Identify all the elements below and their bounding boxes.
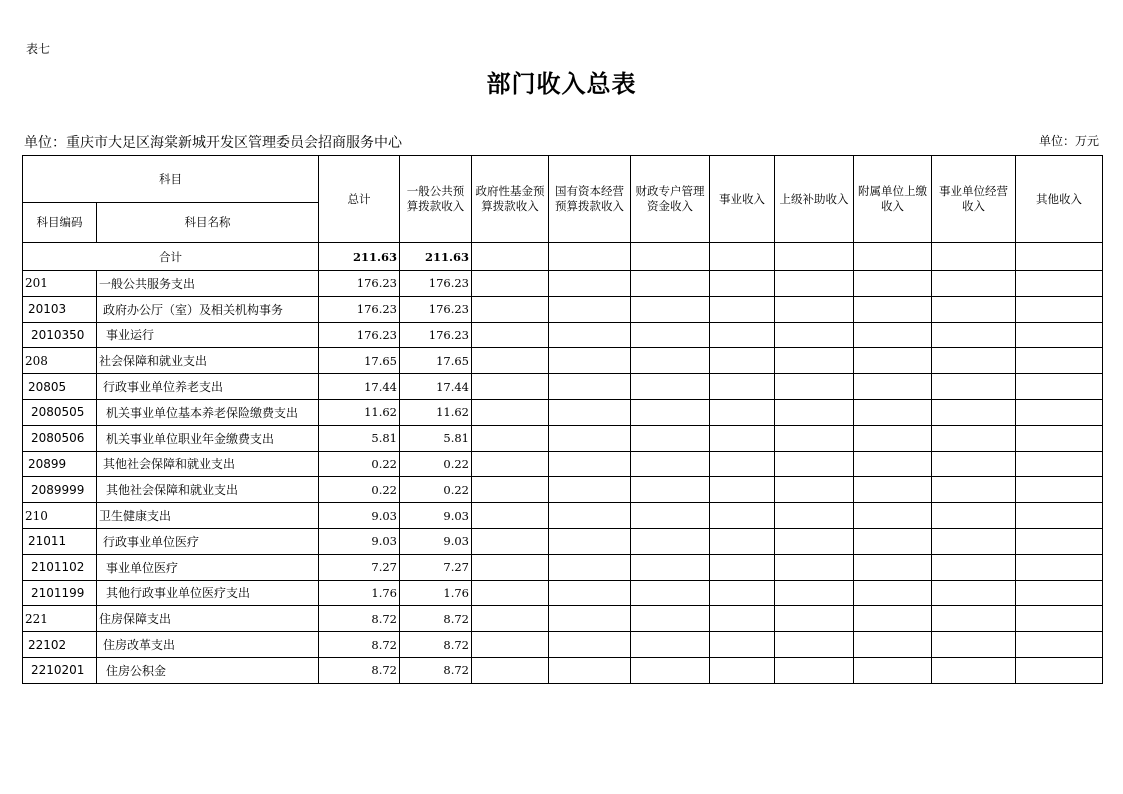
empty-cell bbox=[1016, 580, 1103, 606]
empty-cell bbox=[932, 425, 1016, 451]
empty-cell bbox=[775, 399, 854, 425]
subject-code-cell: 21011 bbox=[23, 528, 97, 554]
total-cell: 176.23 bbox=[319, 322, 400, 348]
empty-cell bbox=[472, 243, 549, 271]
header-subject-name: 科目名称 bbox=[97, 203, 319, 243]
subject-name-cell: 行政事业单位医疗 bbox=[97, 528, 319, 554]
empty-cell bbox=[710, 503, 775, 529]
document-title: 部门收入总表 bbox=[486, 69, 637, 98]
empty-cell bbox=[932, 580, 1016, 606]
table-row bbox=[23, 632, 1103, 658]
total-cell: 17.44 bbox=[319, 374, 400, 400]
empty-cell bbox=[854, 606, 932, 632]
empty-cell bbox=[932, 399, 1016, 425]
empty-cell bbox=[775, 554, 854, 580]
empty-cell bbox=[1016, 606, 1103, 632]
subject-code-cell: 20805 bbox=[23, 374, 97, 400]
subject-name-cell: 其他社会保障和就业支出 bbox=[97, 451, 319, 477]
empty-cell bbox=[1016, 374, 1103, 400]
subject-code-cell: 2080505 bbox=[23, 399, 97, 425]
reporting-unit: 单位：重庆市大足区海棠新城开发区管理委员会招商服务中心 bbox=[24, 135, 402, 151]
total-cell: 5.81 bbox=[319, 425, 400, 451]
empty-cell bbox=[710, 451, 775, 477]
empty-cell bbox=[631, 528, 710, 554]
table-row bbox=[23, 348, 1103, 374]
subject-name-cell: 政府办公厅（室）及相关机构事务 bbox=[97, 296, 319, 322]
empty-cell bbox=[775, 243, 854, 271]
empty-cell bbox=[472, 580, 549, 606]
empty-cell bbox=[549, 477, 631, 503]
empty-cell bbox=[932, 657, 1016, 683]
total-general-budget: 211.63 bbox=[400, 243, 472, 271]
subject-name-cell: 卫生健康支出 bbox=[97, 503, 319, 529]
empty-cell bbox=[1016, 271, 1103, 297]
table-row bbox=[23, 374, 1103, 400]
empty-cell bbox=[631, 322, 710, 348]
empty-cell bbox=[710, 271, 775, 297]
header-upper-subsidy: 上级补助收入 bbox=[775, 156, 854, 243]
general-budget-cell: 11.62 bbox=[400, 399, 472, 425]
empty-cell bbox=[932, 322, 1016, 348]
empty-cell bbox=[710, 425, 775, 451]
empty-cell bbox=[710, 322, 775, 348]
subject-code-cell: 2010350 bbox=[23, 322, 97, 348]
empty-cell bbox=[549, 606, 631, 632]
subject-name-cell: 行政事业单位养老支出 bbox=[97, 374, 319, 400]
table-number: 表七 bbox=[26, 42, 51, 56]
subject-code-cell: 208 bbox=[23, 348, 97, 374]
empty-cell bbox=[472, 632, 549, 658]
empty-cell bbox=[549, 348, 631, 374]
empty-cell bbox=[775, 451, 854, 477]
subject-code-cell: 221 bbox=[23, 606, 97, 632]
empty-cell bbox=[549, 271, 631, 297]
subject-name-cell: 其他行政事业单位医疗支出 bbox=[97, 580, 319, 606]
empty-cell bbox=[472, 322, 549, 348]
empty-cell bbox=[549, 528, 631, 554]
empty-cell bbox=[710, 632, 775, 658]
total-cell: 8.72 bbox=[319, 632, 400, 658]
general-budget-cell: 7.27 bbox=[400, 554, 472, 580]
subject-name-cell: 机关事业单位基本养老保险缴费支出 bbox=[97, 399, 319, 425]
empty-cell bbox=[472, 425, 549, 451]
empty-cell bbox=[932, 271, 1016, 297]
empty-cell bbox=[932, 554, 1016, 580]
empty-cell bbox=[854, 657, 932, 683]
empty-cell bbox=[710, 657, 775, 683]
table-row bbox=[23, 322, 1103, 348]
total-cell: 176.23 bbox=[319, 271, 400, 297]
empty-cell bbox=[775, 528, 854, 554]
empty-cell bbox=[472, 657, 549, 683]
empty-cell bbox=[1016, 528, 1103, 554]
subject-code-cell: 22102 bbox=[23, 632, 97, 658]
empty-cell bbox=[775, 477, 854, 503]
subject-code-cell: 2101102 bbox=[23, 554, 97, 580]
empty-cell bbox=[932, 296, 1016, 322]
header-general-budget: 一般公共预算拨款收入 bbox=[400, 156, 472, 243]
total-cell: 8.72 bbox=[319, 657, 400, 683]
empty-cell bbox=[854, 243, 932, 271]
empty-cell bbox=[775, 580, 854, 606]
empty-cell bbox=[1016, 425, 1103, 451]
table-row bbox=[23, 451, 1103, 477]
empty-cell bbox=[854, 477, 932, 503]
subject-name-cell: 机关事业单位职业年金缴费支出 bbox=[97, 425, 319, 451]
empty-cell bbox=[472, 348, 549, 374]
empty-cell bbox=[854, 296, 932, 322]
subject-name-cell: 其他社会保障和就业支出 bbox=[97, 477, 319, 503]
total-cell: 8.72 bbox=[319, 606, 400, 632]
general-budget-cell: 9.03 bbox=[400, 503, 472, 529]
empty-cell bbox=[932, 477, 1016, 503]
subject-code-cell: 2089999 bbox=[23, 477, 97, 503]
empty-cell bbox=[932, 243, 1016, 271]
empty-cell bbox=[472, 477, 549, 503]
total-row bbox=[23, 243, 1103, 271]
empty-cell bbox=[932, 632, 1016, 658]
empty-cell bbox=[710, 606, 775, 632]
empty-cell bbox=[549, 657, 631, 683]
empty-cell bbox=[854, 374, 932, 400]
empty-cell bbox=[775, 322, 854, 348]
empty-cell bbox=[631, 580, 710, 606]
header-total: 总计 bbox=[319, 156, 400, 243]
header-operating-income: 事业单位经营收入 bbox=[932, 156, 1016, 243]
header-subject: 科目 bbox=[23, 156, 319, 203]
empty-cell bbox=[775, 348, 854, 374]
table-row bbox=[23, 528, 1103, 554]
empty-cell bbox=[710, 296, 775, 322]
empty-cell bbox=[631, 451, 710, 477]
general-budget-cell: 0.22 bbox=[400, 477, 472, 503]
subject-code-cell: 20899 bbox=[23, 451, 97, 477]
empty-cell bbox=[1016, 477, 1103, 503]
table-row bbox=[23, 580, 1103, 606]
subject-code-cell: 210 bbox=[23, 503, 97, 529]
general-budget-cell: 176.23 bbox=[400, 271, 472, 297]
total-label: 合计 bbox=[23, 243, 319, 271]
header-gov-fund: 政府性基金预算拨款收入 bbox=[472, 156, 549, 243]
total-cell: 11.62 bbox=[319, 399, 400, 425]
empty-cell bbox=[631, 271, 710, 297]
general-budget-cell: 0.22 bbox=[400, 451, 472, 477]
empty-cell bbox=[472, 554, 549, 580]
empty-cell bbox=[775, 296, 854, 322]
empty-cell bbox=[631, 657, 710, 683]
table-row bbox=[23, 296, 1103, 322]
empty-cell bbox=[932, 528, 1016, 554]
general-budget-cell: 17.65 bbox=[400, 348, 472, 374]
empty-cell bbox=[1016, 657, 1103, 683]
table-row bbox=[23, 606, 1103, 632]
empty-cell bbox=[1016, 554, 1103, 580]
empty-cell bbox=[775, 503, 854, 529]
empty-cell bbox=[631, 606, 710, 632]
empty-cell bbox=[549, 580, 631, 606]
empty-cell bbox=[631, 374, 710, 400]
empty-cell bbox=[549, 554, 631, 580]
general-budget-cell: 1.76 bbox=[400, 580, 472, 606]
empty-cell bbox=[854, 451, 932, 477]
empty-cell bbox=[1016, 348, 1103, 374]
empty-cell bbox=[472, 399, 549, 425]
empty-cell bbox=[472, 503, 549, 529]
subject-code-cell: 2101199 bbox=[23, 580, 97, 606]
empty-cell bbox=[775, 271, 854, 297]
income-summary-table bbox=[22, 155, 1103, 684]
empty-cell bbox=[854, 632, 932, 658]
empty-cell bbox=[549, 632, 631, 658]
empty-cell bbox=[1016, 243, 1103, 271]
empty-cell bbox=[549, 322, 631, 348]
table-row bbox=[23, 503, 1103, 529]
subject-code-cell: 20103 bbox=[23, 296, 97, 322]
empty-cell bbox=[1016, 632, 1103, 658]
general-budget-cell: 9.03 bbox=[400, 528, 472, 554]
empty-cell bbox=[631, 348, 710, 374]
empty-cell bbox=[631, 243, 710, 271]
subject-name-cell: 事业单位医疗 bbox=[97, 554, 319, 580]
table-row bbox=[23, 657, 1103, 683]
header-business-income: 事业收入 bbox=[710, 156, 775, 243]
empty-cell bbox=[854, 528, 932, 554]
empty-cell bbox=[710, 348, 775, 374]
empty-cell bbox=[710, 554, 775, 580]
total-cell: 17.65 bbox=[319, 348, 400, 374]
empty-cell bbox=[854, 425, 932, 451]
empty-cell bbox=[710, 580, 775, 606]
empty-cell bbox=[472, 528, 549, 554]
general-budget-cell: 176.23 bbox=[400, 296, 472, 322]
total-cell: 176.23 bbox=[319, 296, 400, 322]
empty-cell bbox=[710, 399, 775, 425]
empty-cell bbox=[631, 477, 710, 503]
empty-cell bbox=[1016, 451, 1103, 477]
empty-cell bbox=[932, 348, 1016, 374]
empty-cell bbox=[549, 399, 631, 425]
empty-cell bbox=[631, 399, 710, 425]
subject-name-cell: 社会保障和就业支出 bbox=[97, 348, 319, 374]
empty-cell bbox=[932, 606, 1016, 632]
subject-code-cell: 2080506 bbox=[23, 425, 97, 451]
empty-cell bbox=[549, 503, 631, 529]
general-budget-cell: 176.23 bbox=[400, 322, 472, 348]
empty-cell bbox=[472, 606, 549, 632]
empty-cell bbox=[932, 503, 1016, 529]
empty-cell bbox=[775, 606, 854, 632]
total-cell: 1.76 bbox=[319, 580, 400, 606]
subject-code-cell: 201 bbox=[23, 271, 97, 297]
empty-cell bbox=[549, 374, 631, 400]
empty-cell bbox=[932, 374, 1016, 400]
empty-cell bbox=[1016, 503, 1103, 529]
empty-cell bbox=[854, 580, 932, 606]
total-amount: 211.63 bbox=[319, 243, 400, 271]
empty-cell bbox=[472, 451, 549, 477]
empty-cell bbox=[854, 399, 932, 425]
empty-cell bbox=[775, 425, 854, 451]
table-row bbox=[23, 399, 1103, 425]
empty-cell bbox=[854, 554, 932, 580]
empty-cell bbox=[472, 374, 549, 400]
general-budget-cell: 8.72 bbox=[400, 657, 472, 683]
subject-name-cell: 住房公积金 bbox=[97, 657, 319, 683]
empty-cell bbox=[1016, 296, 1103, 322]
currency-unit: 单位：万元 bbox=[1038, 134, 1099, 148]
table-row bbox=[23, 477, 1103, 503]
table-row bbox=[23, 554, 1103, 580]
empty-cell bbox=[710, 528, 775, 554]
general-budget-cell: 8.72 bbox=[400, 632, 472, 658]
header-special-account: 财政专户管理资金收入 bbox=[631, 156, 710, 243]
empty-cell bbox=[549, 425, 631, 451]
empty-cell bbox=[631, 425, 710, 451]
empty-cell bbox=[549, 451, 631, 477]
empty-cell bbox=[710, 477, 775, 503]
empty-cell bbox=[631, 296, 710, 322]
general-budget-cell: 8.72 bbox=[400, 606, 472, 632]
table-row bbox=[23, 271, 1103, 297]
header-state-capital: 国有资本经营预算拨款收入 bbox=[549, 156, 631, 243]
subject-code-cell: 2210201 bbox=[23, 657, 97, 683]
empty-cell bbox=[631, 503, 710, 529]
subject-name-cell: 事业运行 bbox=[97, 322, 319, 348]
empty-cell bbox=[631, 554, 710, 580]
total-cell: 9.03 bbox=[319, 503, 400, 529]
empty-cell bbox=[932, 451, 1016, 477]
empty-cell bbox=[1016, 399, 1103, 425]
empty-cell bbox=[775, 632, 854, 658]
empty-cell bbox=[854, 322, 932, 348]
empty-cell bbox=[710, 374, 775, 400]
total-cell: 7.27 bbox=[319, 554, 400, 580]
empty-cell bbox=[549, 243, 631, 271]
empty-cell bbox=[854, 348, 932, 374]
header-subject-code: 科目编码 bbox=[23, 203, 97, 243]
subject-name-cell: 一般公共服务支出 bbox=[97, 271, 319, 297]
empty-cell bbox=[775, 374, 854, 400]
empty-cell bbox=[854, 503, 932, 529]
empty-cell bbox=[1016, 322, 1103, 348]
empty-cell bbox=[775, 657, 854, 683]
header-other-income: 其他收入 bbox=[1016, 156, 1103, 243]
total-cell: 0.22 bbox=[319, 451, 400, 477]
subject-name-cell: 住房改革支出 bbox=[97, 632, 319, 658]
total-cell: 0.22 bbox=[319, 477, 400, 503]
table-row bbox=[23, 425, 1103, 451]
empty-cell bbox=[549, 296, 631, 322]
empty-cell bbox=[710, 243, 775, 271]
empty-cell bbox=[472, 296, 549, 322]
subject-name-cell: 住房保障支出 bbox=[97, 606, 319, 632]
general-budget-cell: 5.81 bbox=[400, 425, 472, 451]
empty-cell bbox=[854, 271, 932, 297]
header-affiliated-unit: 附属单位上缴收入 bbox=[854, 156, 932, 243]
general-budget-cell: 17.44 bbox=[400, 374, 472, 400]
total-cell: 9.03 bbox=[319, 528, 400, 554]
empty-cell bbox=[631, 632, 710, 658]
empty-cell bbox=[472, 271, 549, 297]
